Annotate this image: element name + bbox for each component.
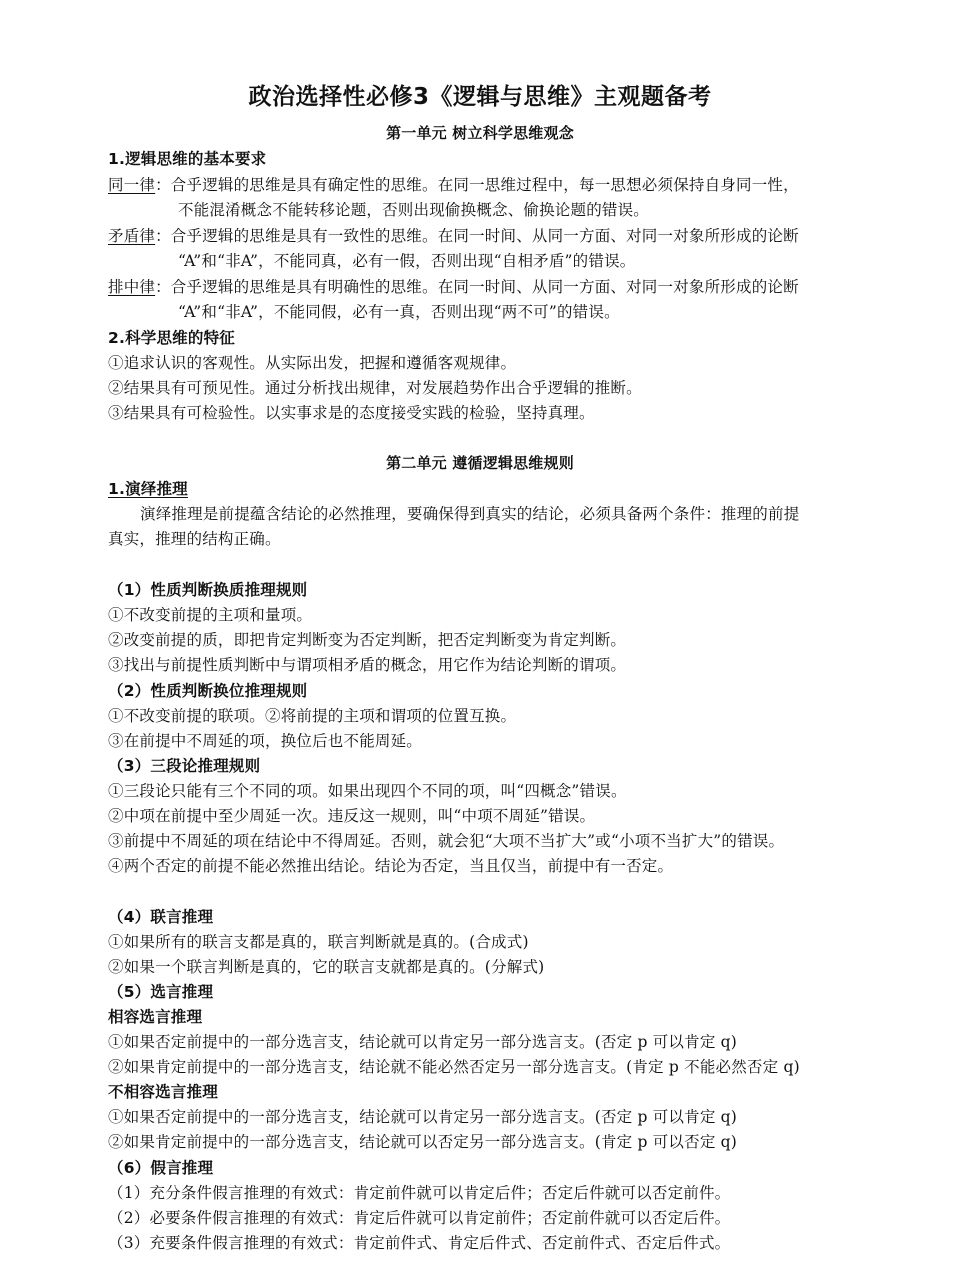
subsection-title: （4）联言推理 — [108, 908, 214, 926]
list-item: ③在前提中不周延的项，换位后也不能周延。 — [108, 732, 423, 750]
list-item: ①不改变前提的主项和量项。 — [108, 606, 313, 624]
subsection-title: （2）性质判断换位推理规则 — [108, 682, 308, 700]
unit2-heading: 第二单元 遵循逻辑思维规则 — [386, 454, 574, 472]
list-item: ①如果否定前提中的一部分选言支，结论就可以肯定另一部分选言支。(否定 p 可以肯定 q) — [108, 1108, 738, 1126]
law-contradiction — [108, 225, 799, 247]
subsection-title: （6）假言推理 — [108, 1159, 214, 1177]
list-item: ①如果否定前提中的一部分选言支，结论就可以肯定另一部分选言支。(否定 p 可以肯定 q) — [108, 1033, 738, 1051]
list-item: ③找出与前提性质判断中与谓项相矛盾的概念，用它作为结论判断的谓项。 — [108, 656, 627, 674]
term-label: 矛盾律 — [108, 227, 156, 245]
sub-heading: 不相容选言推理 — [108, 1083, 218, 1101]
section-title: 1.逻辑思维的基本要求 — [108, 150, 267, 168]
list-item: ②如果一个联言判断是真的，它的联言支就都是真的。(分解式) — [108, 958, 545, 976]
list-item: ①不改变前提的联项。②将前提的主项和谓项的位置互换。 — [108, 707, 517, 725]
list-item: ③前提中不周延的项在结论中不得周延。否则，就会犯“大项不当扩大”或“小项不当扩大”的错误。 — [108, 832, 785, 850]
law-excluded-middle — [108, 276, 799, 298]
list-item: ②如果肯定前提中的一部分选言支，结论就不能必然否定另一部分选言支。(肯定 p 不能必然否定 q) — [108, 1058, 800, 1076]
page-title: 政治选择性必修3《逻辑与思维》主观题备考 — [248, 84, 712, 110]
list-item: （1）充分条件假言推理的有效式：肯定前件就可以肯定后件；否定后件就可以否定前件。 — [108, 1184, 731, 1202]
paragraph-cont: 真实，推理的结构正确。 — [108, 530, 281, 548]
term-text: ：合乎逻辑的思维是具有一致性的思维。在同一时间、从同一方面、对同一对象所形成的论断 — [155, 227, 799, 245]
sub-heading: 相容选言推理 — [108, 1008, 203, 1026]
list-item: ②改变前提的质，即把肯定判断变为否定判断，把否定判断变为肯定判断。 — [108, 631, 627, 649]
subsection-title: （1）性质判断换质推理规则 — [108, 581, 308, 599]
subsection-title: （5）选言推理 — [108, 983, 214, 1001]
list-item: （2）必要条件假言推理的有效式：肯定后件就可以肯定前件；否定前件就可以否定后件。 — [108, 1209, 731, 1227]
term-text-cont: 不能混淆概念不能转移论题，否则出现偷换概念、偷换论题的错误。 — [178, 201, 650, 219]
section-title: 1.演绎推理 — [108, 480, 188, 498]
list-item: ③结果具有可检验性。以实事求是的态度接受实践的检验，坚持真理。 — [108, 404, 595, 422]
term-label: 同一律 — [108, 176, 156, 194]
term-text-cont: “A”和“非A”，不能同真，必有一假，否则出现“自相矛盾”的错误。 — [178, 252, 636, 270]
term-label: 排中律 — [108, 278, 156, 296]
list-item: ①如果所有的联言支都是真的，联言判断就是真的。(合成式) — [108, 933, 529, 951]
unit1-heading: 第一单元 树立科学思维观念 — [386, 124, 574, 142]
paragraph: 演绎推理是前提蕴含结论的必然推理，要确保得到真实的结论，必须具备两个条件：推理的前提 — [140, 505, 800, 523]
list-item: ②结果具有可预见性。通过分析找出规律，对发展趋势作出合乎逻辑的推断。 — [108, 379, 642, 397]
term-text: ：合乎逻辑的思维是具有明确性的思维。在同一时间、从同一方面、对同一对象所形成的论断 — [155, 278, 799, 296]
term-text-cont: “A”和“非A”，不能同假，必有一真，否则出现“两不可”的错误。 — [178, 303, 620, 321]
list-item: ①追求认识的客观性。从实际出发，把握和遵循客观规律。 — [108, 354, 517, 372]
section-title: 2.科学思维的特征 — [108, 329, 235, 347]
list-item: （3）充要条件假言推理的有效式：肯定前件式、肯定后件式、否定前件式、否定后件式。 — [108, 1234, 731, 1252]
list-item: ②中项在前提中至少周延一次。违反这一规则，叫“中项不周延”错误。 — [108, 807, 596, 825]
list-item: ④两个否定的前提不能必然推出结论。结论为否定，当且仅当，前提中有一否定。 — [108, 857, 674, 875]
subsection-title: （3）三段论推理规则 — [108, 757, 261, 775]
list-item: ②如果肯定前提中的一部分选言支，结论就可以否定另一部分选言支。(肯定 p 可以否定 q) — [108, 1133, 738, 1151]
law-identity — [108, 174, 799, 196]
list-item: ①三段论只能有三个不同的项。如果出现四个不同的项，叫“四概念”错误。 — [108, 782, 627, 800]
term-text: ：合乎逻辑的思维是具有确定性的思维。在同一思维过程中，每一思想必须保持自身同一性， — [155, 176, 799, 194]
